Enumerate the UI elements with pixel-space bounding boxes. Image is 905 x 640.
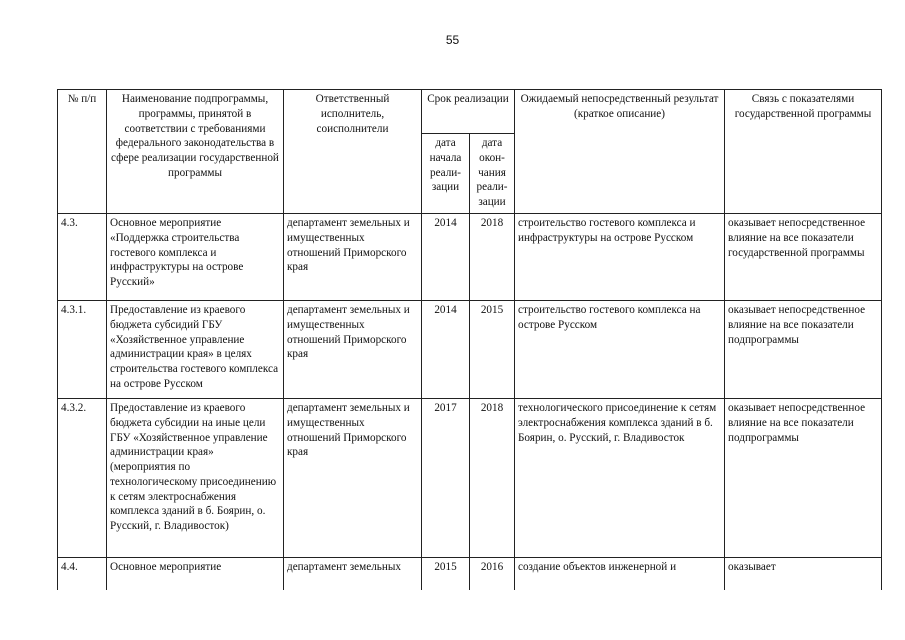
row-name: Основное мероприятие «Поддержка строительства гостевого комплекса и инфраструктуры на острове Русский» <box>107 214 284 301</box>
row-start-date: 2017 <box>422 399 470 558</box>
header-link: Связь с показателями государственной программы <box>725 90 882 214</box>
row-number: 4.3. <box>58 214 107 301</box>
row-link: оказывает непосредственное влияние на все показатели подпрограммы <box>725 301 882 399</box>
table-row <box>58 301 882 399</box>
row-executor: департамент земельных <box>284 558 422 590</box>
row-link: оказывает непосредственное влияние на все показатели государственной программы <box>725 214 882 301</box>
table-row <box>58 558 882 590</box>
header-result: Ожидаемый непосредственный результат (краткое описание) <box>515 90 725 214</box>
row-end-date: 2015 <box>470 301 515 399</box>
header-end-date: дата окон-чания реали-зации <box>470 134 515 214</box>
table-row <box>58 214 882 301</box>
header-executor: Ответственный исполнитель, соисполнители <box>284 90 422 214</box>
row-executor: департамент земельных и имущественных отношений Приморского края <box>284 399 422 558</box>
row-number: 4.4. <box>58 558 107 590</box>
row-end-date: 2018 <box>470 214 515 301</box>
row-name: Предоставление из краевого бюджета субсидий ГБУ «Хозяйственное управление администрации края» в целях строительства гостевого комплекса на острове Русском <box>107 301 284 399</box>
row-link: оказывает <box>725 558 882 590</box>
header-row <box>58 90 882 134</box>
row-result: строительство гостевого комплекса на острове Русском <box>515 301 725 399</box>
row-link: оказывает непосредственное влияние на все показатели подпрограммы <box>725 399 882 558</box>
header-period: Срок реализации <box>422 90 515 134</box>
table-row <box>58 399 882 558</box>
program-table <box>57 89 882 590</box>
row-end-date: 2016 <box>470 558 515 590</box>
row-executor: департамент земельных и имущественных отношений Приморского края <box>284 301 422 399</box>
row-start-date: 2014 <box>422 214 470 301</box>
row-end-date: 2018 <box>470 399 515 558</box>
row-number: 4.3.2. <box>58 399 107 558</box>
row-number: 4.3.1. <box>58 301 107 399</box>
row-name: Основное мероприятие <box>107 558 284 590</box>
header-start-date: дата начала реали-зации <box>422 134 470 214</box>
row-name: Предоставление из краевого бюджета субсидии на иные цели ГБУ «Хозяйственное управление администрации края» (мероприятия по технологическому присоединению к сетям электроснабжения комплекса зданий в б. Боярин, о. Русский, г. Владивосток) <box>107 399 284 558</box>
row-start-date: 2015 <box>422 558 470 590</box>
page-number: 55 <box>445 33 460 47</box>
row-executor: департамент земельных и имущественных отношений Приморского края <box>284 214 422 301</box>
row-result: технологического присоединение к сетям электроснабжения комплекса зданий в б. Боярин, о. Русский, г. Владивосток <box>515 399 725 558</box>
row-result: строительство гостевого комплекса и инфраструктуры на острове Русском <box>515 214 725 301</box>
header-name: Наименование подпрограммы, программы, принятой в соответствии с требованиями федерального законодательства в сфере реализации государственной программы <box>107 90 284 214</box>
row-result: создание объектов инженерной и <box>515 558 725 590</box>
row-start-date: 2014 <box>422 301 470 399</box>
header-num: № п/п <box>58 90 107 214</box>
